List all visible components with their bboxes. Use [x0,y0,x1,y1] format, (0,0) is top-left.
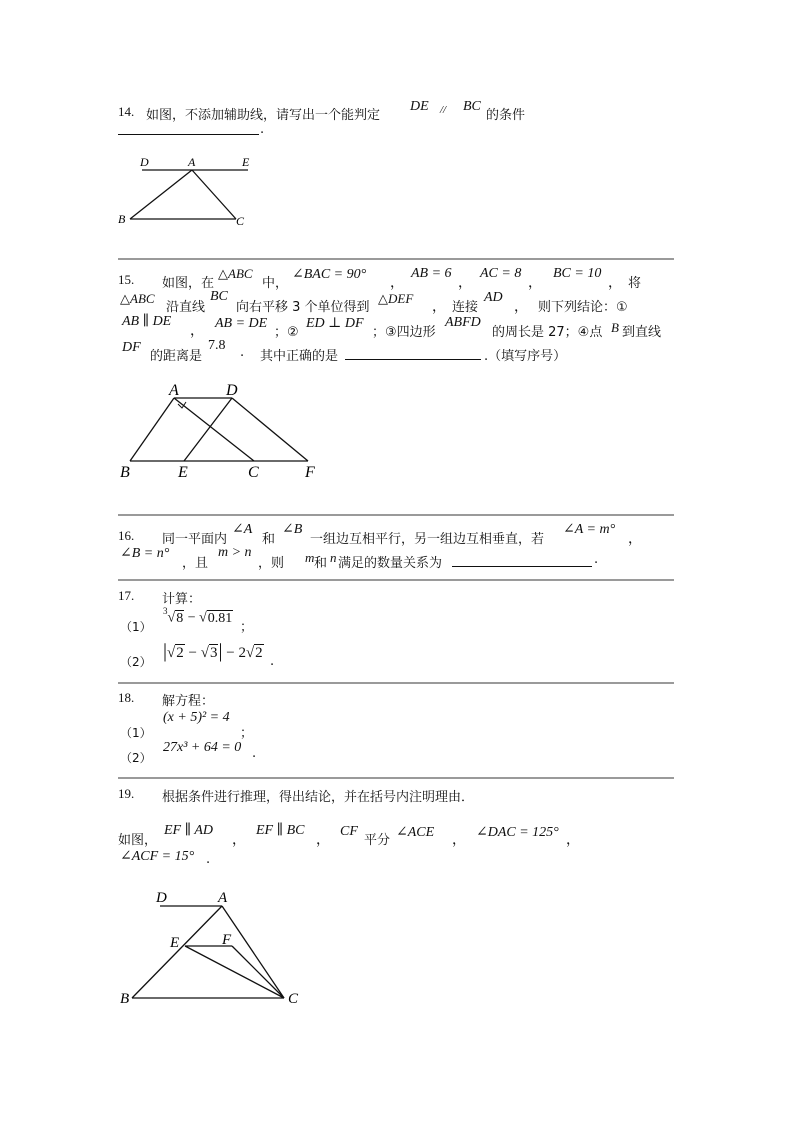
q15-comma-6: ， [514,300,528,315]
q18-equation-1: (x + 5)² = 4 [163,710,230,725]
q17-radicand-2a: 2 [176,645,184,661]
q15-math-abfd: ABFD [445,315,481,330]
q15-tri-abc-2: △ABC [120,291,155,306]
q15-comma-1: ， [390,276,404,291]
q14-label-d: D [140,155,149,169]
q14-parallel-symbol: // [440,104,447,116]
q19-comma-2: ， [316,833,330,848]
q19-math-angle-dac: ∠DAC = 125° [476,825,559,840]
q15-l3-text-d: 到直线 [622,325,662,340]
q15-math-bc-2: BC [210,289,228,304]
q15-math-b: B [611,320,619,335]
divider-2 [118,514,674,516]
q16-period: . [594,552,599,567]
q14-label-e: E [242,155,250,169]
q15-l1-text-a: 如图，在 [162,276,215,291]
q18-equation-2: 27x³ + 64 = 0 [163,740,242,755]
q19-comma-3: ， [452,833,466,848]
q15-l3-text-a: ；② [274,325,299,340]
q15-l3-text-b: ；③四边形 [372,325,436,340]
q15-math-ad: AD [484,290,503,305]
q16-math-m: m [305,550,315,565]
q15-math-ab: AB = 6 [411,266,452,281]
q14-number: 14. [118,104,135,119]
q19-math-ef-par-bc: EF ∥ BC [256,823,305,838]
q15-answer-blank[interactable] [345,359,481,360]
q15-math-ab-par-de: AB ∥ DE [122,314,172,329]
q16-math-a-eq-m: ∠A = m° [563,522,616,537]
q17-expr-2: |√2 − √3| − 2√2 [163,640,263,662]
q17-radicand-8: 8 [176,610,184,626]
q14-period: . [260,122,265,137]
q15-l4-dot: . [240,345,245,360]
q16-math-angle-a: ∠A [232,522,253,537]
q19-period: . [206,852,211,867]
q17-part2-label: （2） [120,655,152,669]
q15-l4-text-d: .（填写序号） [484,349,567,364]
q16-text-a: 同一平面内 [162,532,228,547]
q15-tri-abc: △ABC [218,266,253,281]
q15-l2-text-b: 向右平移 3 个单位得到 [236,300,370,315]
q14-math-de: DE [410,99,429,114]
q15-figure [112,378,332,482]
q15-comma-2: ， [458,276,472,291]
q15-math-7-8: 7.8 [208,338,226,353]
q15-l2-text-c: 连接 [452,300,479,315]
q15-comma-4: ， [608,276,622,291]
q16-number: 16. [118,528,135,543]
q15-l4-text-c: 其中正确的是 [260,349,339,364]
q15-l4-text-a: 的距离是 [150,349,203,364]
q14-label-b: B [118,212,126,226]
q19-math-cf: CF [340,824,358,839]
q17-period: . [270,654,275,669]
q15-comma-7: ， [190,324,204,339]
q15-l2-text-d: 则下列结论：① [538,300,628,315]
q19-comma-4: ， [566,833,580,848]
q16-text-b: 和 [262,532,276,547]
q15-math-bc: BC = 10 [553,266,602,281]
q15-l1-text-c: 将 [628,276,642,291]
q18-part1-label: （1） [120,726,152,740]
q17-coef-2: 2 [238,645,246,661]
q15-label-b: B [120,464,130,481]
q15-comma-3: ， [528,276,542,291]
q15-label-c: C [248,464,259,481]
q16-comma-1: ， [628,532,642,547]
q17-radicand-2b: 2 [255,645,263,661]
q19-figure [112,884,312,1010]
q17-expr-1: $^3$√8 − √0.81 [163,606,233,626]
q16-text-c: 一组边互相平行，另一组边互相垂直，若 [310,532,545,547]
q15-label-e: E [178,464,188,481]
q16-text-d: ，且 [182,556,209,571]
q19-label-f: F [222,932,232,948]
q18-semicolon: ； [240,726,254,741]
q19-number: 19. [118,786,135,801]
divider-5 [118,777,674,779]
q16-math-n: n [330,550,337,565]
q19-math-ef-par-ad: EF ∥ AD [164,823,213,838]
q15-number: 15. [118,272,135,287]
q15-math-angle-bac: ∠BAC = 90° [292,267,367,282]
q17-part1-label: （1） [120,620,152,634]
q15-label-a: A [169,382,179,399]
q18-number: 18. [118,690,135,705]
q15-math-ac: AC = 8 [480,266,522,281]
q15-math-ed-perp-df: ED ⊥ DF [306,316,364,331]
q19-label-d: D [156,890,167,906]
q17-cube-root-index: 3 [163,606,168,616]
q14-label-c: C [236,214,245,228]
q17-radicand-081: 0.81 [207,610,233,626]
q15-l2-text-a: 沿直线 [166,300,206,315]
q19-math-angle-ace: ∠ACE [396,825,435,840]
q17-semicolon: ； [240,620,254,635]
q16-text-g: 满足的数量关系为 [338,556,443,571]
q16-math-b-eq-n: ∠B = n° [120,546,170,561]
q14-text-2: 的条件 [486,108,526,123]
divider-1 [118,258,674,260]
q15-tri-def: △DEF [378,291,414,306]
q19-label-a: A [218,890,228,906]
q17-number: 17. [118,588,135,603]
q15-math-ab-eq-de: AB = DE [215,316,268,331]
divider-3 [118,579,674,581]
q17-title: 计算： [162,592,202,607]
q15-label-d: D [226,382,238,399]
q19-label-b: B [120,991,130,1007]
q15-comma-5: ， [432,300,446,315]
q15-math-df: DF [122,340,141,355]
q15-l1-text-b: 中， [262,276,289,291]
q18-part2-label: （2） [120,751,152,765]
q19-math-angle-acf: ∠ACF = 15° [120,849,195,864]
q17-radicand-3: 3 [209,645,218,661]
q16-answer-blank[interactable] [452,566,592,567]
q19-title: 根据条件进行推理，得出结论，并在括号内注明理由． [162,790,475,805]
q14-label-a: A [188,155,196,169]
q16-text-f: 和 [314,556,328,571]
divider-4 [118,682,674,684]
q15-label-f: F [305,464,315,481]
q14-text-1: 如图，不添加辅助线，请写出一个能判定 [146,108,381,123]
q14-answer-blank[interactable] [118,134,259,135]
q14-figure [112,150,262,230]
q16-text-e: ，则 [258,556,285,571]
q18-period: . [252,746,257,761]
q18-title: 解方程： [162,694,215,709]
q19-text-a: 如图， [118,833,158,848]
q19-text-b: 平分 [364,833,391,848]
q16-math-m-gt-n: m > n [218,545,252,560]
q16-math-angle-b: ∠B [282,522,303,537]
q14-math-bc: BC [463,99,481,114]
q19-comma-1: ， [232,833,246,848]
q19-label-c: C [288,991,299,1007]
q15-l3-text-c: 的周长是 27；④点 [492,325,603,340]
q19-label-e: E [170,935,180,951]
